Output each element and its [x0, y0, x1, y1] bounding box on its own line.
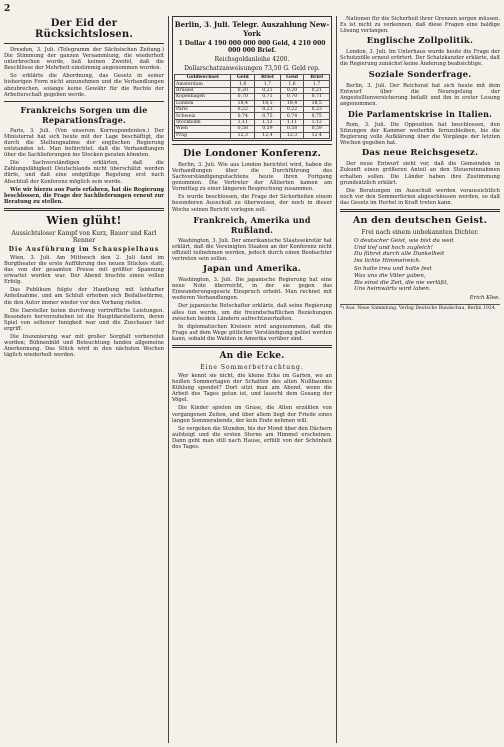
- rate-cell: 12,4: [304, 132, 330, 138]
- row-label-cell: London: [175, 100, 231, 106]
- headline-wien: Wien glüht!: [46, 213, 122, 227]
- subheadline-ecke: Eine Sommerbetrachtung.: [200, 363, 304, 371]
- headline-reparation: Frankreichs Sorgen um die Reparationsfrage.: [20, 104, 148, 125]
- article-paragraph: In diplomatischen Kreisen wird angenommen, daß die Frage auf dem Wege gütlicher Verständigung gelöst werden kann, sobald die Wahlen in Amerika vorüber sind.: [172, 323, 332, 342]
- article-paragraph: Berlin, 3. Juli. Der Reichsrat hat sich heute mit dem Entwurf über die Neuregelung der Angestelltenversicherung befaßt und ihn in erster Lesung angenommen.: [340, 82, 500, 107]
- rate-cell: 0,71: [304, 94, 330, 100]
- exchange-rates-table: [174, 74, 330, 139]
- rate-cell: 0,20: [280, 87, 304, 93]
- article-paragraph: Rom, 3. Juli. Die Opposition hat beschlossen, den Sitzungen der Kammer weiterhin fernzubleiben, bis die Regierung volle Aufklärung über die Vorgänge der letzten Wochen gegeben hat.: [340, 121, 500, 147]
- poem-signature: Erich Klee.: [469, 294, 500, 301]
- bold-note: Wie wir hierzu aus Paris erfahren, hat die Regierung beschlossen, die Frage der Sachlieferungen erneut zur Beratung zu stellen.: [4, 186, 164, 205]
- article-paragraph: So vergehen die Stunden, bis der Mond über den Dächern aufsteigt und die ersten Sterne am Himmel erscheinen. Dann geht man still nach Hause, erfüllt von der Schönheit des Tages.: [172, 425, 332, 450]
- poem-line: Ins lichte Himmelreich.: [354, 257, 421, 264]
- table-row: [175, 132, 330, 138]
- rate-cell: 1,6: [231, 81, 255, 87]
- article-paragraph: Die Inszenierung war mit großer Sorgfalt vorbereitet worden; Bühnenbild und Beleuchtung fanden allgemeine Anerkennung. Das Stück wird in den nächsten Wochen täglich wiederholt werden.: [4, 334, 164, 359]
- article-paragraph: Wien, 3. Juli. Am Mittwoch den 2. Juli fand im Burgtheater die erste Aufführung des neuen Stückes statt, das von der gesamten Presse mit größter Spannung erwartet worden war. Der Abend brachte einen vollen Erfolg.: [4, 254, 164, 286]
- exchange-goldanleihe: Reichsgoldanleihe 4200.: [214, 56, 290, 63]
- rate-cell: 1,11: [231, 119, 255, 125]
- article-paragraph: Die Kinder spielen im Grase, die Alten erzählen von vergangenen Zeiten, und über allem liegt der Friede eines langen Sommerabends, der kein Ende nehmen will.: [172, 405, 332, 424]
- rate-cell: 0,59: [255, 126, 281, 132]
- rate-cell: 0,74: [231, 113, 255, 119]
- article-paragraph: Dresden, 3. Juli. (Telegramm der Sächsischen Zeitung.) Die Stimmung der ganzen Versammlung, die wiederholt unterbrochen wurde, ließ keinen Zweifel, daß die Beschlüsse der Mehrheit einstimmig angenommen wurden.: [4, 47, 164, 72]
- rate-cell: 0,74: [280, 113, 304, 119]
- table-body: [175, 81, 330, 139]
- headline-frankreich: Frankreich, Amerika und Rußland.: [193, 214, 311, 235]
- headline-zollpolitik: Englische Zollpolitik.: [366, 36, 474, 47]
- poem-line: So halte treu und halte fest: [354, 266, 432, 273]
- poem-line: O deutscher Geist, wie bist du weit: [354, 237, 454, 244]
- row-label-cell: Prag: [175, 132, 231, 138]
- table-header-cell: Goldwechsel: [175, 75, 231, 81]
- poem-line: Was uns die Väter gaben,: [354, 272, 426, 279]
- exchange-schatz: Dollarschatzanweisungen 73,50 G. Geld rep.: [184, 65, 320, 72]
- subheadline-wien: Aussichtsloser Kampf von Kurz, Bauer und Karl Renner: [11, 229, 157, 244]
- rate-cell: 0,23: [304, 106, 330, 112]
- article-paragraph: Die Sachverständigen erklärten, daß die Zahlungsfähigkeit Deutschlands nicht überschätzt werden dürfe, und daß eine endgültige Regelung erst nach Abschluß der Konferenz möglich sein werde.: [4, 160, 164, 185]
- poem-line: Und tief und hoch zugleich!: [354, 244, 433, 251]
- row-label-cell: Stockholm: [175, 119, 231, 125]
- double-rule: [172, 345, 332, 348]
- rate-cell: 0,59: [304, 126, 330, 132]
- page-number: 2: [4, 4, 11, 14]
- article-paragraph: London, 3. Juli. Im Unterhaus wurde heute die Frage der Schutzzölle erneut erörtert. Der Schatzkanzler erklärte, daß die Regierung zunächst keine Änderung beabsichtige.: [340, 49, 500, 68]
- rate-cell: 0,20: [231, 87, 255, 93]
- exchange-rates-box: [172, 16, 332, 141]
- rule: [4, 101, 164, 102]
- rate-cell: 1,7: [255, 81, 281, 87]
- column-middle: [172, 16, 332, 743]
- row-label-cell: Wien: [175, 126, 231, 132]
- headline-italien: Die Parlamentskrise in Italien.: [347, 108, 493, 119]
- poem-line: Du führst durch alle Dunkelheit: [354, 251, 445, 258]
- rate-cell: 1,11: [280, 119, 304, 125]
- rule: [4, 43, 164, 44]
- rate-cell: 0,23: [255, 106, 281, 112]
- rate-cell: 0,22: [231, 106, 255, 112]
- article-paragraph: Der japanische Botschafter erklärte, daß seine Regierung alles tun werde, um die freundschaftlichen Beziehungen zwischen beiden Ländern aufrechtzuerhalten.: [172, 303, 332, 322]
- article-paragraph: Wer kennt sie nicht, die kleine Ecke im Garten, wo an heißen Sommertagen der Schatten des alten Nußbaumes Kühlung spendet? Dort sitzt man am Abend, wenn die Arbeit des Tages getan ist, und lauscht dem Gesang der Vögel.: [172, 372, 332, 404]
- article-paragraph: Die Beratungen im Ausschuß werden voraussichtlich noch vor den Sommerferien abgeschlossen werden, so daß das Gesetz im Herbst in Kraft treten kann.: [340, 187, 500, 206]
- rate-cell: 1,7: [304, 81, 330, 87]
- poem-line: Uns heimwärts wird laben.: [354, 286, 431, 293]
- row-label-cell: Paris: [175, 106, 231, 112]
- rate-cell: 0,70: [280, 94, 304, 100]
- rate-cell: 0,21: [255, 87, 281, 93]
- double-rule: [4, 208, 164, 211]
- rate-cell: 0,21: [304, 87, 330, 93]
- rate-cell: 0,70: [231, 94, 255, 100]
- rate-cell: 12,3: [280, 132, 304, 138]
- poem-line: Bis einst die Zeit, die nie verläßt,: [354, 279, 449, 286]
- article-paragraph: Washington, 3. Juli. Die japanische Regierung hat eine neue Note überreicht, in der sie gegen das Einwanderungsgesetz Einspruch erhebt. Man rechnet mit weiteren Verhandlungen.: [172, 277, 332, 302]
- newspaper-page: [4, 4, 500, 743]
- column-left: [4, 16, 164, 743]
- row-label-cell: Schweiz: [175, 113, 231, 119]
- column-divider: [336, 16, 337, 743]
- rate-cell: 0,22: [280, 106, 304, 112]
- rate-cell: 1,12: [304, 119, 330, 125]
- row-label-cell: Brüssel: [175, 87, 231, 93]
- table-header-cell: Geld: [280, 75, 304, 81]
- table-header-cell: Geld: [231, 75, 255, 81]
- rate-cell: 18,4: [231, 100, 255, 106]
- article-paragraph: Washington, 3. Juli. Der amerikanische Staatssekretär hat erklärt, daß die Vereinigten Staaten an der Konferenz nicht offiziell teilnehmen werden, jedoch durch einen Beobachter vertreten sein sollen.: [172, 237, 332, 262]
- headline-poem: An den deutschen Geist.: [352, 214, 488, 226]
- article-paragraph: Nationen für die Sicherheit ihrer Grenzen sorgen müssen. Es ist nicht zu verkennen, daß diese Fragen eine baldige Lösung verlangen.: [340, 16, 500, 35]
- subheadline-schauspielhaus: Die Ausführung im Schauspielhaus: [8, 245, 160, 253]
- rate-cell: 18,4: [280, 100, 304, 106]
- rule: [172, 144, 332, 145]
- article-paragraph: So erklärte die Abordnung, das Gesetz in seiner bisherigen Form nicht anzunehmen und die Verhandlungen abzubrechen, solange keine Gewähr für die Rechte der Arbeiterschaft gegeben werde.: [4, 73, 164, 98]
- rate-cell: 18,5: [304, 100, 330, 106]
- rate-cell: 0,75: [255, 113, 281, 119]
- column-right: [340, 16, 500, 743]
- article-paragraph: Das Publikum folgte der Handlung mit lebhafter Anteilnahme, und am Schluß erhoben sich Beifallsstürme, die den Autor immer wieder vor den Vorhang riefen.: [4, 287, 164, 306]
- article-paragraph: Berlin, 3. Juli. Wie aus London berichtet wird, haben die Verhandlungen über die Durchführung des Sachverständigengutachtens heute ihren Fortgang genommen. Die Vertreter der Alliierten kamen am Vormittag zu einer längeren Besprechung zusammen.: [172, 161, 332, 193]
- exchange-dollar-line: 1 Dollar 4 190 000 000 000 Geld, 4 210 000 000 000 Brief.: [178, 40, 326, 54]
- exchange-title: Berlin, 3. Juli. Telegr. Auszahlung New-York: [174, 20, 330, 38]
- subheadline-poem: Frei nach einem unbekannten Dichter.: [361, 228, 479, 236]
- poem-stanza-1: [354, 238, 500, 264]
- article-paragraph: Paris, 3. Juli. (Von unserem Korrespondenten.) Der Ministerrat hat sich heute mit der Lage beschäftigt, die durch die Stellungnahme der englischen Regierung entstanden ist. Man befürchtet, daß die Verhandlungen über die Sachlieferungen ins Stocken geraten könnten.: [4, 127, 164, 159]
- rate-cell: 1,12: [255, 119, 281, 125]
- article-paragraph: Die Darsteller boten durchweg vortreffliche Leistungen. Besonders hervorzuheben ist die Hauptdarstellerin, deren Spiel von seltener Innigkeit war und die Zuschauer tief ergriff.: [4, 307, 164, 332]
- headline-sozial: Soziale Sonderfrage.: [368, 69, 472, 80]
- headline-reichsgesetz: Das neue Reichsgesetz.: [361, 148, 479, 159]
- column-divider: [168, 16, 169, 743]
- rate-cell: 18,5: [255, 100, 281, 106]
- article-paragraph: Der neue Entwurf sieht vor, daß die Gemeinden in Zukunft einen größeren Anteil an den Steuereinnahmen erhalten sollen. Die Länder haben ihre Zustimmung grundsätzlich erklärt.: [340, 161, 500, 186]
- rate-cell: 0,71: [255, 94, 281, 100]
- rate-cell: 0,58: [231, 126, 255, 132]
- row-label-cell: Amsterdam: [175, 81, 231, 87]
- row-label-cell: Kopenhagen: [175, 94, 231, 100]
- rate-cell: 0,58: [280, 126, 304, 132]
- headline-ecke: An die Ecke.: [219, 350, 285, 361]
- table-header-cell: Brief: [255, 75, 281, 81]
- footnote: *) Aus: Neue Sammlung, Verlag Deutsche Rundschau, Berlin 1924.: [340, 304, 500, 311]
- article-paragraph: Es wurde beschlossen, die Frage der Sicherheiten einem besonderen Ausschuß zu überweisen, der noch in dieser Woche seinen Bericht vorlegen soll.: [172, 194, 332, 213]
- headline-japan: Japan und Amerika.: [202, 264, 302, 275]
- poem-stanza-2: [354, 266, 500, 292]
- rate-cell: 12,4: [255, 132, 281, 138]
- rate-cell: 0,75: [304, 113, 330, 119]
- table-header-cell: Brief: [304, 75, 330, 81]
- headline-eid: Der Eid der Rücksichtslosen.: [34, 18, 134, 40]
- headline-london: Die Londoner Konferenz.: [182, 147, 322, 159]
- rate-cell: 1,6: [280, 81, 304, 87]
- double-rule: [340, 209, 500, 212]
- rate-cell: 12,3: [231, 132, 255, 138]
